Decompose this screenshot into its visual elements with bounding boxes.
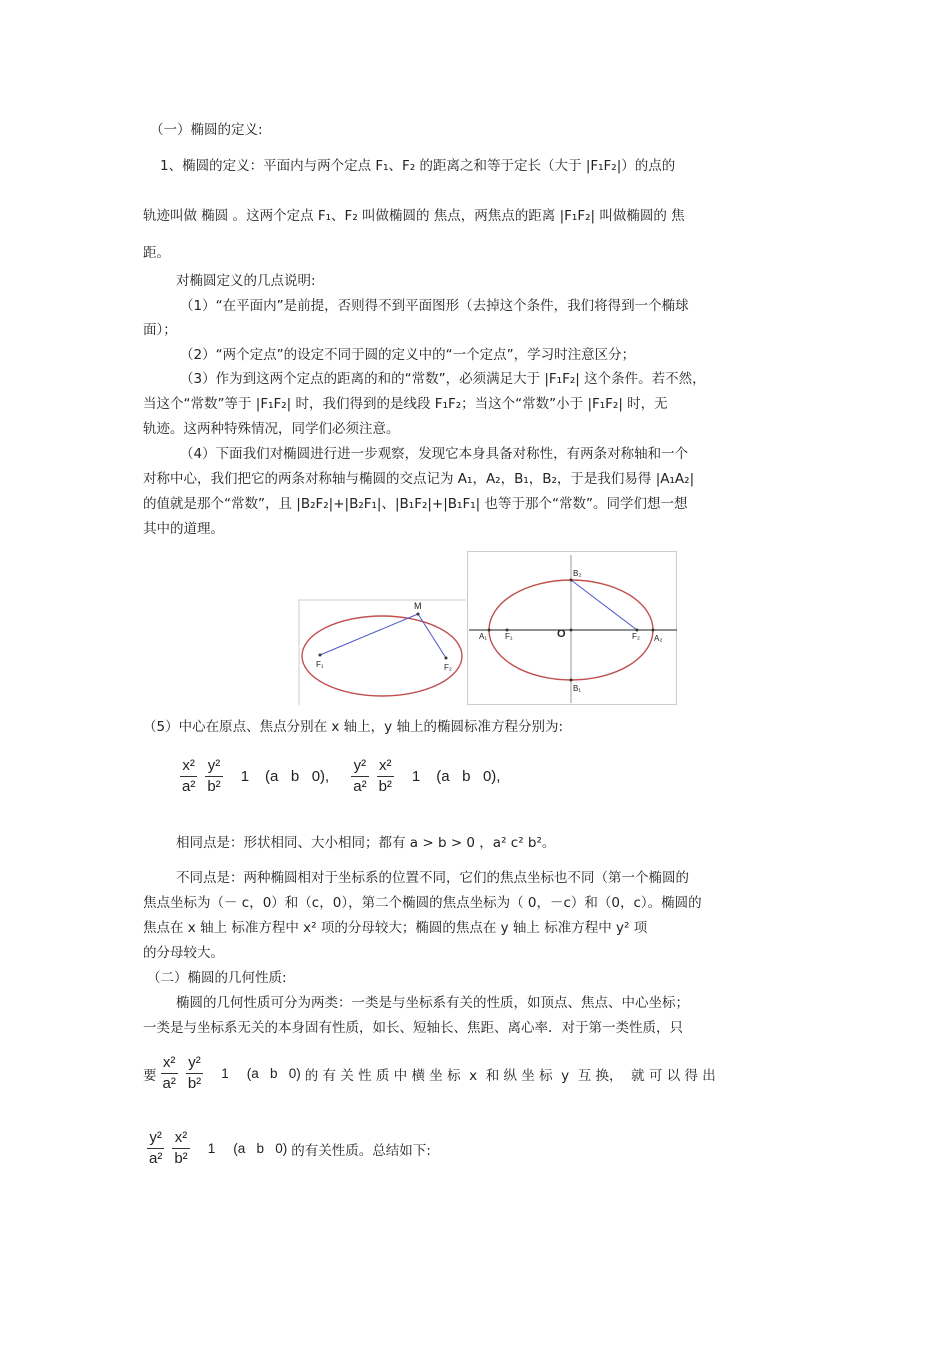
section-2-title: （二）椭圆的几何性质: xyxy=(147,970,287,986)
label-b1: B₁ xyxy=(573,684,582,693)
point-f1 xyxy=(319,654,322,657)
fraction-x2-a2: $\frac{\text{x²}}{\text{a²}}$ xyxy=(182,757,196,795)
segment-mf2 xyxy=(418,614,446,658)
point-o xyxy=(570,629,573,632)
geometry-line-3: 要 $\frac{\text{x²}}{\text{a²}}$ $\frac{\text{y²}}{\text{b²}}$ 1 (a b 0) 的 有 关 性 质 中 横 坐 标 x 和 纵 坐 标 y 互 换， 就 可 以 得 出 xyxy=(143,1054,716,1092)
point-b1 xyxy=(570,679,573,682)
fraction-y2-a2: $\frac{\text{y²}}{\text{a²}}$ xyxy=(353,757,367,795)
label-o: O xyxy=(557,628,566,640)
section-1-title: （一）椭圆的定义: xyxy=(150,122,263,138)
fraction-x2-b2: $\frac{\text{x²}}{\text{b²}}$ xyxy=(174,1129,188,1167)
point-a2 xyxy=(652,629,655,632)
point-m xyxy=(417,613,420,616)
label-f1: F₁ xyxy=(316,660,324,669)
fraction-y2-b2: $\frac{\text{y²}}{\text{b²}}$ xyxy=(207,757,221,795)
difference-line-2: 焦点坐标为（－ c，0）和（c，0），第二个椭圆的焦点坐标为（ 0，－c）和（0，c）。椭圆的 xyxy=(143,895,702,911)
point-b2 xyxy=(570,579,573,582)
label-m: M xyxy=(414,601,422,611)
note-4-line-3: 的值就是那个“常数”，且 |B₂F₂|+|B₂F₁|、|B₁F₂|+|B₁F₁| 也等于那个“常数”。同学们想一想 xyxy=(143,496,688,512)
geometry-line-4: $\frac{\text{y²}}{\text{a²}}$ $\frac{\text{x²}}{\text{b²}}$ 1 (a b 0) 的有关性质。总结如下: xyxy=(149,1129,431,1167)
ellipse-figure-1 xyxy=(298,598,466,705)
ellipse-figure-2 xyxy=(467,551,677,705)
label-a1: A₁ xyxy=(479,632,488,641)
label-a2: A₂ xyxy=(654,634,663,643)
label-b2: B₂ xyxy=(573,569,582,578)
fraction-x2-b2: $\frac{\text{x²}}{\text{b²}}$ xyxy=(378,757,392,795)
label-f1: F₁ xyxy=(505,632,513,641)
note-4-line-1: （4）下面我们对椭圆进行进一步观察，发现它本身具备对称性，有两条对称轴和一个 xyxy=(180,446,689,462)
point-f2 xyxy=(445,657,448,660)
same-points: 相同点是：形状相同、大小相同；都有 a > b > 0 ，a² c² b²。 xyxy=(176,835,556,851)
difference-line-3: 焦点在 x 轴上 标准方程中 x² 项的分母较大；椭圆的焦点在 y 轴上 标准方程中 y² 项 xyxy=(143,920,648,936)
note-3-line-1: （3）作为到这两个定点的距离的和的“常数”，必须满足大于 |F₁F₂| 这个条件。若不然， xyxy=(180,371,706,387)
ellipse-curve xyxy=(302,616,462,696)
difference-line-4: 的分母较大。 xyxy=(143,945,224,961)
note-1-line-2: 面）； xyxy=(143,322,177,338)
note-5: （5）中心在原点、焦点分别在 x 轴上，y 轴上的椭圆标准方程分别为: xyxy=(143,719,563,735)
segment-b2f2 xyxy=(571,580,637,630)
segment-mf1 xyxy=(320,614,418,655)
label-f2: F₂ xyxy=(444,663,452,672)
notes-title: 对椭圆定义的几点说明: xyxy=(176,273,316,289)
definition-line-1: 1、椭圆的定义：平面内与两个定点 F₁、F₂ 的距离之和等于定长（大于 |F₁F₂|）的点的 xyxy=(160,158,676,174)
note-3-line-3: 轨迹。这两种特殊情况，同学们必须注意。 xyxy=(143,421,400,437)
label-f2: F₂ xyxy=(632,632,640,641)
fraction-y2-a2: $\frac{\text{y²}}{\text{a²}}$ xyxy=(149,1129,163,1167)
difference-line-1: 不同点是：两种椭圆相对于坐标系的位置不同，它们的焦点坐标也不同（第一个椭圆的 xyxy=(176,870,689,886)
note-4-line-2: 对称中心，我们把它的两条对称轴与椭圆的交点记为 A₁，A₂，B₁，B₂，于是我们易得 |A₁A₂| xyxy=(143,471,695,487)
point-a1 xyxy=(488,629,491,632)
note-3-line-2: 当这个“常数”等于 |F₁F₂| 时，我们得到的是线段 F₁F₂；当这个“常数”小于 |F₁F₂| 时，无 xyxy=(143,396,668,412)
definition-line-3: 距。 xyxy=(143,245,170,261)
note-4-line-4: 其中的道理。 xyxy=(143,521,224,537)
standard-equations: $\frac{\text{x²}}{\text{a²}}$ $\frac{\text{y²}}{\text{b²}}$ 1 (a b 0), $\frac{\text{y²}}{\text{a²}}$ $\frac{\text{x²}}{\text{b²}}$ 1 (a b 0), xyxy=(182,757,501,795)
fraction-y2-b2: $\frac{\text{y²}}{\text{b²}}$ xyxy=(187,1054,202,1092)
geometry-line-1: 椭圆的几何性质可分为两类：一类是与坐标系有关的性质，如顶点、焦点、中心坐标； xyxy=(176,995,689,1011)
geometry-line-2: 一类是与坐标系无关的本身固有性质，如长、短轴长、焦距、离心率．对于第一类性质，只 xyxy=(143,1020,683,1036)
fraction-x2-a2: $\frac{\text{x²}}{\text{a²}}$ xyxy=(162,1054,176,1092)
definition-line-2: 轨迹叫做 椭圆 。这两个定点 F₁、F₂ 叫做椭圆的 焦点，两焦点的距离 |F₁F₂| 叫做椭圆的 焦 xyxy=(143,208,685,224)
note-1-line-1: （1）“在平面内”是前提，否则得不到平面图形（去掉这个条件，我们将得到一个椭球 xyxy=(180,298,689,314)
note-2: （2）“两个定点”的设定不同于圆的定义中的“一个定点”，学习时注意区分； xyxy=(180,347,636,363)
